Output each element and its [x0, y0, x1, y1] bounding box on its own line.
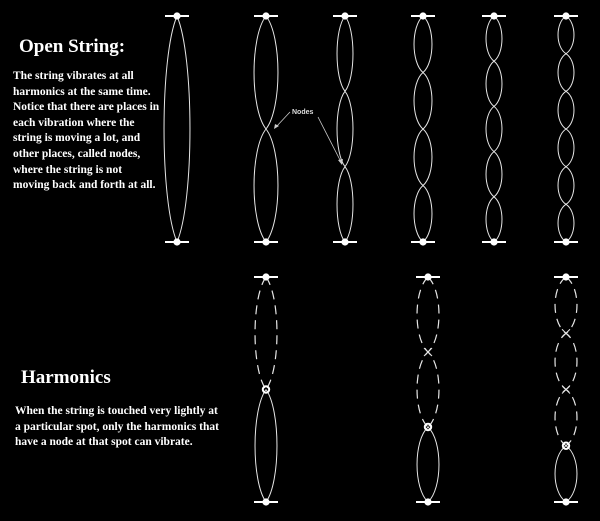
- open-string-harmonic-2: [254, 12, 278, 245]
- harmonic-example-4: [554, 273, 578, 505]
- string-curve-a: [486, 16, 502, 242]
- harmonics-title: Harmonics: [21, 367, 111, 388]
- open-string-description: The string vibrates at all harmonics at the same time. Notice that there are places in each vibration where the string is moving a lot, and other places, called nodes, where the string is not moving back and forth at all.: [13, 70, 160, 192]
- node-marker: [562, 329, 570, 337]
- top-end-pin: [262, 273, 269, 280]
- vibrating-string-b: [266, 390, 277, 503]
- open-string-harmonic-3: [333, 12, 357, 245]
- top-end-pin: [424, 273, 431, 280]
- suppressed-string-a: [266, 277, 277, 390]
- vibrating-string-a: [555, 446, 566, 502]
- vibrating-string-a: [255, 390, 266, 503]
- open-string-modes: [164, 12, 578, 245]
- top-end-pin: [341, 12, 348, 19]
- harmonics-description: When the string is touched very lightly at a particular spot, only the harmonics that have a node at that spot can vibrate.: [15, 405, 219, 449]
- bottom-end-pin: [262, 238, 269, 245]
- node-marker: [424, 348, 432, 356]
- open-string-harmonic-4: [411, 12, 435, 245]
- suppressed-string-b: [555, 277, 577, 446]
- suppressed-string-b: [255, 277, 266, 390]
- string-curve-b: [414, 16, 432, 242]
- top-end-pin: [262, 12, 269, 19]
- bottom-end-pin: [419, 238, 426, 245]
- callout-arrowhead-lower: [338, 159, 343, 165]
- vibrating-string-b: [566, 446, 577, 502]
- nodes-callout: [274, 109, 343, 165]
- top-end-pin: [419, 12, 426, 19]
- open-string-title: Open String:: [19, 36, 126, 57]
- string-curve-b: [164, 16, 177, 242]
- vibrating-string-a: [428, 427, 439, 502]
- bottom-end-pin: [562, 498, 569, 505]
- harmonic-modes: [254, 273, 578, 505]
- top-end-pin: [562, 12, 569, 19]
- string-curve-b: [486, 16, 502, 242]
- string-curve-a: [337, 16, 353, 242]
- harmonic-example-2: [254, 273, 278, 505]
- bottom-end-pin: [562, 238, 569, 245]
- node-marker: [562, 386, 570, 394]
- bottom-end-pin: [262, 498, 269, 505]
- string-curve-b: [254, 16, 278, 242]
- open-string-harmonic-6: [554, 12, 578, 245]
- harmonic-example-3: [416, 273, 440, 505]
- open-string-harmonic-5: [482, 12, 506, 245]
- nodes-callout-label: Nodes: [292, 109, 314, 116]
- string-curve-b: [337, 16, 353, 242]
- callout-arrow-upper: [276, 112, 290, 127]
- string-curve-b: [558, 16, 574, 242]
- bottom-end-pin: [173, 238, 180, 245]
- top-end-pin: [173, 12, 180, 19]
- vibrating-string-b: [417, 427, 428, 502]
- bottom-end-pin: [341, 238, 348, 245]
- bottom-end-pin: [424, 498, 431, 505]
- open-string-harmonic-1: [164, 12, 190, 245]
- top-end-pin: [562, 273, 569, 280]
- bottom-end-pin: [490, 238, 497, 245]
- suppressed-string-a: [555, 277, 577, 446]
- top-end-pin: [490, 12, 497, 19]
- string-curve-a: [177, 16, 190, 242]
